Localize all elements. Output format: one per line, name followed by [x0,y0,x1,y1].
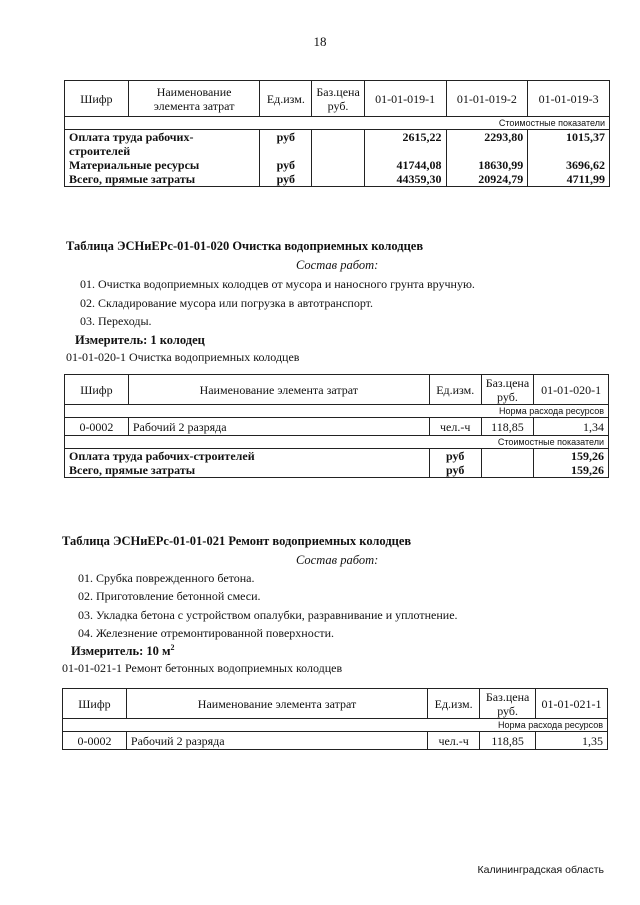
cost-row-value: 159,26 [534,463,609,478]
work-item: 03. Переходы. [80,314,152,328]
work-item: 04. Железнение отремонтированной поверхности. [78,626,334,640]
cost-label: Стоимостные показатели [65,436,609,449]
measure-unit: Измеритель: 1 колодец [75,333,205,347]
row-value: 41744,08 [364,158,446,172]
table-row [65,172,610,187]
row-name: Материальные ресурсы [65,158,260,172]
row-name [65,130,260,159]
header-code: Шифр [63,689,127,719]
resource-name: Рабочий 2 разряда [126,732,427,750]
header-name [128,81,260,117]
row-unit: руб [260,158,312,172]
header-unit: Ед.изм. [429,375,481,405]
header-code: Шифр [65,375,129,405]
header-price-line1: Баз.цена [316,84,360,99]
row-value: 20924,79 [446,172,528,187]
table-row [65,449,609,464]
norm-label: Норма расхода ресурсов [65,405,609,418]
resource-name: Рабочий 2 разряда [128,418,429,436]
work-item: 02. Приготовление бетонной смеси. [78,589,261,603]
cost-table-019 [64,80,610,187]
header-price-line2: руб. [497,703,519,718]
header-name: Наименование элемента затрат [126,689,427,719]
work-item: 03. Укладка бетона с устройством опалубки, разравнивание и уплотнение. [78,608,458,622]
header-price [312,81,364,117]
resource-unit: чел.-ч [428,732,480,750]
row-value: 18630,99 [446,158,528,172]
header-name-line2: элемента затрат [153,98,235,113]
row-unit: руб [260,172,312,187]
header-price-line1: Баз.цена [485,689,530,704]
header-name: Наименование элемента затрат [128,375,429,405]
header-price [481,375,533,405]
resource-value: 1,34 [534,418,609,436]
work-item: 02. Складирование мусора или погрузка в автотранспорт. [80,296,374,310]
code-line: 01-01-020-1 Очистка водоприемных колодцев [66,350,300,364]
header-price-line1: Баз.цена [485,375,530,390]
table-row [65,418,609,436]
row-value: 2293,80 [446,130,528,159]
resource-value: 1,35 [536,732,608,750]
cost-row-unit: руб [429,463,481,478]
row-value: 2615,22 [364,130,446,159]
resource-unit: чел.-ч [429,418,481,436]
measure-exponent: 2 [170,643,175,652]
resource-price: 118,85 [481,418,533,436]
header-col-019-3: 01-01-019-3 [528,81,610,117]
section-label-cost: Стоимостные показатели [65,117,610,130]
table-row [63,732,608,750]
resource-table-021 [62,688,608,750]
row-unit: руб [260,130,312,159]
header-col-019-1: 01-01-019-1 [364,81,446,117]
header-price-line2: руб. [327,98,349,113]
measure-unit [71,643,175,659]
table-row [65,158,610,172]
cost-row-name: Оплата труда рабочих-строителей [65,449,430,464]
header-price [480,689,536,719]
row-value: 44359,30 [364,172,446,187]
resource-code: 0-0002 [65,418,129,436]
composition-label: Состав работ: [296,553,379,567]
row-name-line2: строителей [69,144,131,158]
footer-region: Калининградская область [477,864,604,876]
page-number: 18 [313,34,327,49]
section-title-020: Таблица ЭСНиЕРс-01-01-020 Очистка водоприемных колодцев [66,239,424,253]
measure-text: Измеритель: 10 м [71,644,171,659]
code-line: 01-01-021-1 Ремонт бетонных водоприемных колодцев [62,661,343,675]
header-unit: Ед.изм. [260,81,312,117]
cost-row-name: Всего, прямые затраты [65,463,430,478]
resource-price: 118,85 [480,732,536,750]
header-col-020-1: 01-01-020-1 [534,375,609,405]
row-value: 4711,99 [528,172,610,187]
resource-table-020 [64,374,609,478]
header-col-019-2: 01-01-019-2 [446,81,528,117]
cost-row-value: 159,26 [534,449,609,464]
header-code: Шифр [65,81,129,117]
table-row [65,463,609,478]
section-title-021: Таблица ЭСНиЕРс-01-01-021 Ремонт водоприемных колодцев [62,534,412,548]
row-value: 1015,37 [528,130,610,159]
row-value: 3696,62 [528,158,610,172]
row-name-line1: Оплата труда рабочих- [69,130,194,144]
work-item: 01. Очистка водоприемных колодцев от мусора и наносного грунта вручную. [80,277,475,291]
table-row [65,130,610,159]
resource-code: 0-0002 [63,732,127,750]
header-unit: Ед.изм. [428,689,480,719]
header-price-line2: руб. [497,389,518,404]
norm-label: Норма расхода ресурсов [63,719,608,732]
header-name-line1: Наименование [156,84,232,99]
row-name: Всего, прямые затраты [65,172,260,187]
header-col-021-1: 01-01-021-1 [536,689,608,719]
composition-label: Состав работ: [296,258,379,272]
work-item: 01. Срубка поврежденного бетона. [78,571,255,585]
cost-row-unit: руб [429,449,481,464]
